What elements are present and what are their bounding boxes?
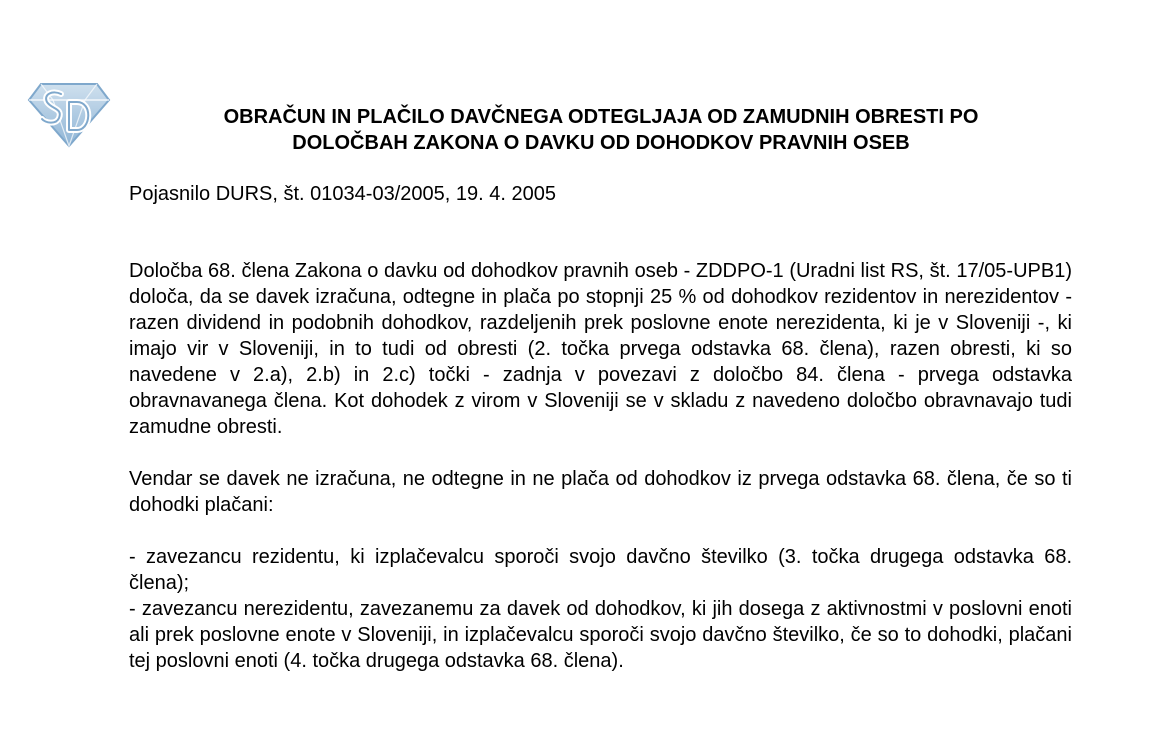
document-reference: Pojasnilo DURS, št. 01034-03/2005, 19. 4. 2005 — [129, 183, 556, 205]
exemption-list — [129, 544, 1072, 674]
paragraph-2: Vendar se davek ne izračuna, ne odtegne in ne plača od dohodkov iz prvega odstavka 68. člena, če so ti dohodki plačani: — [129, 468, 1072, 516]
sd-logo-icon — [27, 78, 111, 148]
paragraph-1: Določba 68. člena Zakona o davku od dohodkov pravnih oseb - ZDDPO-1 (Uradni list RS, št. 17/05-UPB1) določa, da se davek izračuna, odtegne in plača po stopnji 25 % od dohodkov rezidentov in nerezidentov - razen dividend in podobnih dohodkov, razdeljenih prek poslovne enote nerezidenta, ki je v Sloveniji -, ki imajo vir v Sloveniji, in to tudi od obresti (2. točka prvega odstavka 68. člena), razen obresti, ki so navedene v 2.a), 2.b) in 2.c) točki - zadnja v povezavi z določbo 84. člena - prvega odstavka obravnavanega člena. Kot dohodek z virom v Sloveniji se v skladu z navedeno določbo obravnavajo tudi zamudne obresti. — [129, 260, 1072, 438]
document-body — [129, 258, 1072, 674]
document-title-line-2: DOLOČBAH ZAKONA O DAVKU OD DOHODKOV PRAVNIH OSEB — [292, 132, 910, 154]
document-title-line-1: OBRAČUN IN PLAČILO DAVČNEGA ODTEGLJAJA OD ZAMUDNIH OBRESTI PO — [223, 106, 979, 128]
list-item: - zavezancu nerezidentu, zavezanemu za davek od dohodkov, ki jih dosega z aktivnostmi v poslovni enoti ali prek poslovne enote v Sloveniji, in izplačevalcu sporoči svojo davčno številko, če so to dohodki, plačani tej poslovni enoti (4. točka drugega odstavka 68. člena). — [129, 598, 1072, 672]
list-item: - zavezancu rezidentu, ki izplačevalcu sporoči svojo davčno številko (3. točka drugega odstavka 68. člena); — [129, 546, 1072, 594]
document-title — [130, 104, 1072, 156]
